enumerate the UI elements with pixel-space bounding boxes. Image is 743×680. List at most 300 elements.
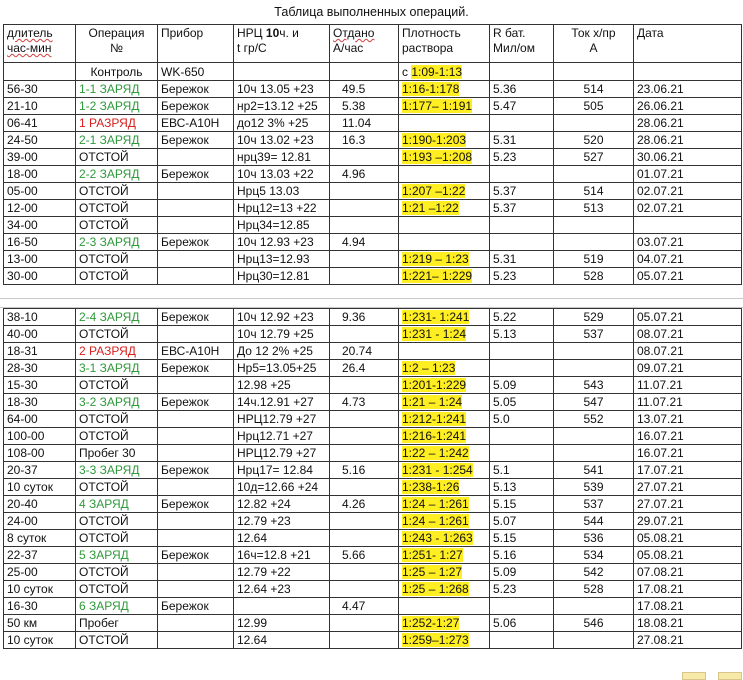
table-row [4,217,742,234]
operation-cell: 2-1 ЗАРЯД [76,132,158,149]
density-cell [399,217,490,234]
output-cell [330,581,399,598]
resistance-cell [490,445,554,462]
current-cell [554,632,634,649]
device-cell [158,200,234,217]
duration-cell: 56-30 [4,81,76,98]
density-cell: 1:231 - 1:254 [399,462,490,479]
current-cell: 520 [554,132,634,149]
nrc-cell: 10ч 12.92 +23 [234,309,330,326]
nrc-cell: 12.98 +25 [234,377,330,394]
density-cell [399,598,490,615]
table-row [4,394,742,411]
nrc-cell: 12.64 +23 [234,581,330,598]
device-cell: Бережок [158,132,234,149]
duration-cell: 20-40 [4,496,76,513]
date-cell: 02.07.21 [634,200,742,217]
resistance-cell: 5.37 [490,200,554,217]
duration-cell: 18-30 [4,394,76,411]
nrc-cell: 12.99 [234,615,330,632]
output-cell: 4.73 [330,394,399,411]
density-cell: 1:177– 1:191 [399,98,490,115]
table-row [4,479,742,496]
output-cell: 5.66 [330,547,399,564]
resistance-cell: 5.15 [490,530,554,547]
duration-cell: 10 суток [4,479,76,496]
current-cell: 541 [554,462,634,479]
date-cell: 17.07.21 [634,462,742,479]
current-cell [554,234,634,251]
nrc-cell: Нрц34=12.85 [234,217,330,234]
device-cell: Бережок [158,394,234,411]
output-cell [330,377,399,394]
nrc-cell: 12.64 [234,530,330,547]
table-row [4,496,742,513]
date-cell: 17.08.21 [634,598,742,615]
date-cell: 23.06.21 [634,81,742,98]
output-cell [330,530,399,547]
density-cell: 1:21 –1:22 [399,200,490,217]
resistance-cell: 5.13 [490,479,554,496]
current-cell: 505 [554,98,634,115]
operation-cell: ОТСТОЙ [76,149,158,166]
current-cell: 542 [554,564,634,581]
resistance-cell [490,217,554,234]
density-cell: 1:238-1:26 [399,479,490,496]
table-row [4,98,742,115]
device-cell: Бережок [158,98,234,115]
output-cell: 16.3 [330,132,399,149]
operation-cell: 5 ЗАРЯД [76,547,158,564]
table-row [4,598,742,615]
duration-cell: 28-30 [4,360,76,377]
current-cell: 536 [554,530,634,547]
table-row [4,200,742,217]
date-cell: 28.06.21 [634,132,742,149]
device-cell [158,445,234,462]
control-density: с 1:09-1:13 [399,63,490,81]
header-density: Плотность раствора [399,25,490,63]
device-cell [158,564,234,581]
current-cell: 514 [554,81,634,98]
operation-cell: 1-1 ЗАРЯД [76,81,158,98]
operation-cell: Пробег [76,615,158,632]
operation-cell: 3-3 ЗАРЯД [76,462,158,479]
date-cell: 08.07.21 [634,343,742,360]
date-cell: 02.07.21 [634,183,742,200]
current-cell [554,217,634,234]
output-cell [330,251,399,268]
density-cell [399,166,490,183]
operation-cell: 2-4 ЗАРЯД [76,309,158,326]
date-cell: 11.07.21 [634,377,742,394]
duration-cell: 18-00 [4,166,76,183]
output-cell: 5.16 [330,462,399,479]
device-cell [158,183,234,200]
header-duration: длитель час-мин [4,25,76,63]
table-row [4,81,742,98]
resistance-cell: 5.09 [490,377,554,394]
duration-cell: 50 км [4,615,76,632]
output-cell [330,445,399,462]
density-cell: 1:212-1:241 [399,411,490,428]
table-row [4,251,742,268]
operation-cell: ОТСТОЙ [76,326,158,343]
header-output: Отдано А/час [330,25,399,63]
table-row [4,632,742,649]
operation-cell: 3-2 ЗАРЯД [76,394,158,411]
table-row [4,615,742,632]
output-cell [330,615,399,632]
current-cell: 534 [554,547,634,564]
current-cell [554,428,634,445]
device-cell: ЕВС-А10Н [158,343,234,360]
duration-cell: 10 суток [4,632,76,649]
duration-cell: 21-10 [4,98,76,115]
nrc-cell: Нрц12.71 +27 [234,428,330,445]
nrc-cell: 12.79 +23 [234,513,330,530]
device-cell [158,479,234,496]
output-cell [330,326,399,343]
date-cell: 07.08.21 [634,564,742,581]
header-resistance: R бат. Мил/ом [490,25,554,63]
table-row [4,309,742,326]
duration-cell: 30-00 [4,268,76,285]
nrc-cell [234,598,330,615]
device-cell: Бережок [158,166,234,183]
density-cell: 1:21 – 1:24 [399,394,490,411]
density-cell: 1:16-1:178 [399,81,490,98]
table-row [4,326,742,343]
operation-cell: 6 ЗАРЯД [76,598,158,615]
device-cell: Бережок [158,309,234,326]
density-cell: 1:219 – 1:23 [399,251,490,268]
operation-cell: ОТСТОЙ [76,217,158,234]
resistance-cell: 5.06 [490,615,554,632]
table-row [4,115,742,132]
operation-cell: 4 ЗАРЯД [76,496,158,513]
header-operation: Операция № [76,25,158,63]
duration-cell: 12-00 [4,200,76,217]
output-cell: 4.26 [330,496,399,513]
nrc-cell: До 12 2% +25 [234,343,330,360]
current-cell [554,166,634,183]
operation-cell: ОТСТОЙ [76,564,158,581]
operation-cell: ОТСТОЙ [76,200,158,217]
nrc-cell: Нрц12=13 +22 [234,200,330,217]
resistance-cell [490,115,554,132]
current-cell [554,360,634,377]
operation-cell: 2 РАЗРЯД [76,343,158,360]
device-cell [158,149,234,166]
operation-cell: 3-1 ЗАРЯД [76,360,158,377]
current-cell: 544 [554,513,634,530]
nrc-cell: Нр5=13.05+25 [234,360,330,377]
operation-cell: ОТСТОЙ [76,183,158,200]
table-row [4,462,742,479]
header-current: Ток х/пр А [554,25,634,63]
nrc-cell: 14ч.12.91 +27 [234,394,330,411]
duration-cell: 24-00 [4,513,76,530]
date-cell: 17.08.21 [634,581,742,598]
table-row [4,445,742,462]
resistance-cell: 5.13 [490,326,554,343]
nrc-cell: 10ч 12.93 +23 [234,234,330,251]
density-cell: 1:207 –1:22 [399,183,490,200]
output-cell [330,217,399,234]
nrc-cell: Нрц13=12.93 [234,251,330,268]
control-device: WK-650 [158,63,234,81]
output-cell [330,183,399,200]
operation-cell: ОТСТОЙ [76,268,158,285]
table-row [4,360,742,377]
nrc-cell: 16ч=12.8 +21 [234,547,330,564]
density-cell: 1:231- 1:241 [399,309,490,326]
date-cell: 05.08.21 [634,547,742,564]
density-cell [399,343,490,360]
nrc-cell: нр2=13.12 +25 [234,98,330,115]
duration-cell: 20-37 [4,462,76,479]
density-cell: 1:251- 1:27 [399,547,490,564]
device-cell: Бережок [158,547,234,564]
current-cell [554,445,634,462]
device-cell [158,217,234,234]
density-cell: 1:193 –1:208 [399,149,490,166]
device-cell: Бережок [158,234,234,251]
output-cell [330,268,399,285]
nrc-cell: 10ч 13.02 +23 [234,132,330,149]
table-row [4,547,742,564]
resistance-cell: 5.1 [490,462,554,479]
current-cell: 514 [554,183,634,200]
date-cell: 03.07.21 [634,234,742,251]
resistance-cell: 5.36 [490,81,554,98]
nrc-cell: 10ч 13.03 +22 [234,166,330,183]
operation-cell: Пробег 30 [76,445,158,462]
duration-cell: 16-30 [4,598,76,615]
resistance-cell [490,360,554,377]
operation-cell: ОТСТОЙ [76,411,158,428]
page-break [0,298,743,308]
date-cell: 27.08.21 [634,632,742,649]
table-row [4,581,742,598]
date-cell: 18.08.21 [634,615,742,632]
date-cell: 01.07.21 [634,166,742,183]
density-cell: 1:252-1:27 [399,615,490,632]
nrc-cell: 12.79 +22 [234,564,330,581]
table-row [4,411,742,428]
table-row [4,564,742,581]
duration-cell: 06-41 [4,115,76,132]
density-cell: 1:22 – 1:242 [399,445,490,462]
output-cell [330,200,399,217]
nrc-cell: Нрц17= 12.84 [234,462,330,479]
device-cell: Бережок [158,496,234,513]
output-cell: 20.74 [330,343,399,360]
resistance-cell [490,234,554,251]
duration-cell: 40-00 [4,326,76,343]
device-cell [158,581,234,598]
date-cell: 29.07.21 [634,513,742,530]
resistance-cell: 5.23 [490,581,554,598]
output-cell [330,513,399,530]
device-cell [158,251,234,268]
device-cell [158,268,234,285]
resistance-cell: 5.31 [490,132,554,149]
resistance-cell: 5.22 [490,309,554,326]
date-cell: 05.08.21 [634,530,742,547]
device-cell [158,411,234,428]
current-cell: 552 [554,411,634,428]
date-cell: 27.07.21 [634,496,742,513]
output-cell: 4.96 [330,166,399,183]
current-cell: 513 [554,200,634,217]
control-label: Контроль [76,63,158,81]
device-cell: ЕВС-А10Н [158,115,234,132]
current-cell: 519 [554,251,634,268]
duration-cell: 05-00 [4,183,76,200]
device-cell [158,326,234,343]
duration-cell: 64-00 [4,411,76,428]
nrc-cell: 10ч 12.79 +25 [234,326,330,343]
nrc-cell: до12 3% +25 [234,115,330,132]
output-cell [330,632,399,649]
nrc-cell: Нрц30=12.81 [234,268,330,285]
output-cell: 26.4 [330,360,399,377]
device-cell [158,513,234,530]
device-cell [158,530,234,547]
operation-cell: ОТСТОЙ [76,513,158,530]
table-row [4,428,742,445]
date-cell: 28.06.21 [634,115,742,132]
duration-cell: 8 суток [4,530,76,547]
output-cell: 4.94 [330,234,399,251]
density-cell: 1:25 – 1:27 [399,564,490,581]
output-cell [330,149,399,166]
duration-cell: 108-00 [4,445,76,462]
duration-cell: 15-30 [4,377,76,394]
device-cell: Бережок [158,360,234,377]
resistance-cell: 5.23 [490,149,554,166]
current-cell: 528 [554,581,634,598]
device-cell [158,632,234,649]
density-cell: 1:24 – 1:261 [399,496,490,513]
current-cell: 543 [554,377,634,394]
nrc-cell: 10ч 13.05 +23 [234,81,330,98]
resistance-cell: 5.15 [490,496,554,513]
output-cell [330,428,399,445]
operation-cell: ОТСТОЙ [76,251,158,268]
resistance-cell: 5.31 [490,251,554,268]
current-cell [554,115,634,132]
operations-table-part-1 [3,24,742,285]
duration-cell: 18-31 [4,343,76,360]
duration-cell: 100-00 [4,428,76,445]
operation-cell: ОТСТОЙ [76,632,158,649]
duration-cell: 39-00 [4,149,76,166]
density-cell: 1:259–1:273 [399,632,490,649]
control-row [4,63,742,81]
output-cell: 5.38 [330,98,399,115]
operation-cell: ОТСТОЙ [76,377,158,394]
duration-cell: 13-00 [4,251,76,268]
output-cell: 11.04 [330,115,399,132]
header-device: Прибор [158,25,234,63]
resistance-cell: 5.37 [490,183,554,200]
date-cell: 16.07.21 [634,445,742,462]
resistance-cell: 5.09 [490,564,554,581]
device-cell: Бережок [158,598,234,615]
density-cell: 1:2 – 1:23 [399,360,490,377]
device-cell [158,615,234,632]
date-cell: 13.07.21 [634,411,742,428]
operation-cell: ОТСТОЙ [76,428,158,445]
date-cell: 16.07.21 [634,428,742,445]
date-cell [634,217,742,234]
operation-cell: ОТСТОЙ [76,530,158,547]
resistance-cell: 5.16 [490,547,554,564]
table-row [4,268,742,285]
operation-cell: ОТСТОЙ [76,581,158,598]
table-row [4,183,742,200]
table-row [4,149,742,166]
resistance-cell: 5.0 [490,411,554,428]
current-cell: 539 [554,479,634,496]
date-cell: 26.06.21 [634,98,742,115]
density-cell: 1:190-1:203 [399,132,490,149]
resistance-cell [490,343,554,360]
table-row [4,343,742,360]
table-row [4,377,742,394]
density-cell: 1:243 - 1:263 [399,530,490,547]
output-cell: 9.36 [330,309,399,326]
operation-cell: ОТСТОЙ [76,479,158,496]
current-cell [554,598,634,615]
operations-table-part-2 [3,308,742,649]
date-cell: 08.07.21 [634,326,742,343]
duration-cell: 38-10 [4,309,76,326]
date-cell: 05.07.21 [634,309,742,326]
density-cell: 1:25 – 1:268 [399,581,490,598]
operation-cell: 2-3 ЗАРЯД [76,234,158,251]
nrc-cell: 12.64 [234,632,330,649]
density-cell [399,115,490,132]
table-row [4,513,742,530]
operation-cell: 1-2 ЗАРЯД [76,98,158,115]
date-cell: 04.07.21 [634,251,742,268]
density-cell: 1:24 – 1:261 [399,513,490,530]
date-cell: 05.07.21 [634,268,742,285]
resistance-cell [490,632,554,649]
resistance-cell: 5.05 [490,394,554,411]
duration-cell: 25-00 [4,564,76,581]
density-cell: 1:216-1:241 [399,428,490,445]
current-cell: 529 [554,309,634,326]
duration-cell: 16-50 [4,234,76,251]
output-cell [330,479,399,496]
duration-cell: 10 суток [4,581,76,598]
output-cell [330,564,399,581]
current-cell: 537 [554,326,634,343]
current-cell: 528 [554,268,634,285]
density-cell: 1:201-1:229 [399,377,490,394]
output-cell: 4.47 [330,598,399,615]
density-cell: 1:231 - 1:24 [399,326,490,343]
date-cell: 30.06.21 [634,149,742,166]
header-date: Дата [634,25,742,63]
date-cell: 09.07.21 [634,360,742,377]
density-cell: 1:221– 1:229 [399,268,490,285]
